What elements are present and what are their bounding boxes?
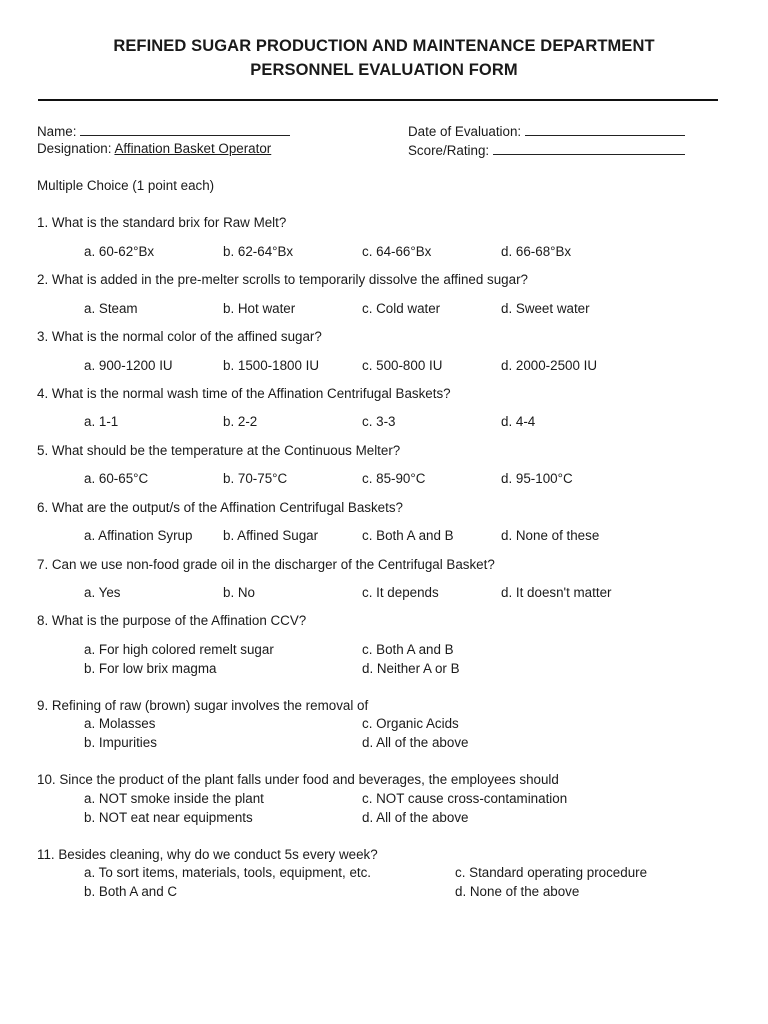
date-blank[interactable] [525, 122, 685, 136]
q10-option-b[interactable]: b. NOT eat near equipments [84, 810, 253, 825]
q1-option-c[interactable]: c. 64-66°Bx [362, 244, 432, 259]
q3-option-c[interactable]: c. 500-800 IU [362, 358, 443, 373]
q1-option-d[interactable]: d. 66-68°Bx [501, 244, 572, 259]
score-field [408, 141, 685, 158]
q10-option-a[interactable]: a. NOT smoke inside the plant [84, 791, 264, 806]
q3-option-d[interactable]: d. 2000-2500 IU [501, 358, 598, 373]
date-label: Date of Evaluation: [408, 124, 522, 139]
q9-option-b[interactable]: b. Impurities [84, 735, 157, 750]
q5-option-d[interactable]: d. 95-100°C [501, 471, 573, 486]
title-divider [38, 99, 718, 101]
score-label: Score/Rating: [408, 143, 490, 158]
q7-option-d[interactable]: d. It doesn't matter [501, 585, 612, 600]
question-6: 6. What are the output/s of the Affination Centrifugal Baskets? [37, 500, 403, 515]
q2-option-d[interactable]: d. Sweet water [501, 301, 590, 316]
q11-option-d[interactable]: d. None of the above [455, 884, 580, 899]
q3-option-b[interactable]: b. 1500-1800 IU [223, 358, 320, 373]
question-7: 7. Can we use non-food grade oil in the discharger of the Centrifugal Basket? [37, 557, 495, 572]
q6-option-b[interactable]: b. Affined Sugar [223, 528, 319, 543]
q2-option-c[interactable]: c. Cold water [362, 301, 441, 316]
q9-option-c[interactable]: c. Organic Acids [362, 716, 459, 731]
score-blank[interactable] [493, 141, 685, 155]
q11-option-c[interactable]: c. Standard operating procedure [455, 865, 648, 880]
question-4: 4. What is the normal wash time of the Affination Centrifugal Baskets? [37, 386, 451, 401]
name-label: Name: [37, 124, 77, 139]
q4-option-a[interactable]: a. 1-1 [84, 414, 119, 429]
question-5: 5. What should be the temperature at the Continuous Melter? [37, 443, 401, 458]
name-field [37, 122, 290, 139]
q8-option-c[interactable]: c. Both A and B [362, 642, 454, 657]
q8-option-d[interactable]: d. Neither A or B [362, 661, 460, 676]
designation-field [37, 141, 271, 156]
form-title-line-1: REFINED SUGAR PRODUCTION AND MAINTENANCE DEPARTMENT [113, 37, 655, 55]
q5-option-b[interactable]: b. 70-75°C [223, 471, 288, 486]
question-10: 10. Since the product of the plant falls under food and beverages, the employees should [37, 772, 559, 787]
question-2: 2. What is added in the pre-melter scrolls to temporarily dissolve the affined sugar? [37, 272, 528, 287]
q3-option-a[interactable]: a. 900-1200 IU [84, 358, 173, 373]
q10-option-d[interactable]: d. All of the above [362, 810, 469, 825]
q4-option-b[interactable]: b. 2-2 [223, 414, 258, 429]
name-blank[interactable] [80, 122, 290, 136]
q11-option-a[interactable]: a. To sort items, materials, tools, equipment, etc. [84, 865, 372, 880]
q10-option-c[interactable]: c. NOT cause cross-contamination [362, 791, 568, 806]
question-3: 3. What is the normal color of the affined sugar? [37, 329, 322, 344]
q8-option-b[interactable]: b. For low brix magma [84, 661, 217, 676]
q9-option-a[interactable]: a. Molasses [84, 716, 156, 731]
q1-option-a[interactable]: a. 60-62°Bx [84, 244, 155, 259]
q4-option-d[interactable]: d. 4-4 [501, 414, 536, 429]
date-field [408, 122, 685, 139]
q5-option-a[interactable]: a. 60-65°C [84, 471, 149, 486]
form-title-line-2: PERSONNEL EVALUATION FORM [250, 61, 518, 79]
q6-option-d[interactable]: d. None of these [501, 528, 600, 543]
q4-option-c[interactable]: c. 3-3 [362, 414, 396, 429]
q7-option-a[interactable]: a. Yes [84, 585, 121, 600]
question-9: 9. Refining of raw (brown) sugar involves the removal of [37, 698, 369, 713]
q5-option-c[interactable]: c. 85-90°C [362, 471, 426, 486]
q7-option-b[interactable]: b. No [223, 585, 256, 600]
section-label: Multiple Choice (1 point each) [37, 178, 215, 193]
q11-option-b[interactable]: b. Both A and C [84, 884, 178, 899]
designation-value: Affination Basket Operator [114, 141, 272, 156]
question-11: 11. Besides cleaning, why do we conduct 5s every week? [37, 847, 378, 862]
question-8: 8. What is the purpose of the Affination CCV? [37, 613, 307, 628]
q6-option-a[interactable]: a. Affination Syrup [84, 528, 193, 543]
q9-option-d[interactable]: d. All of the above [362, 735, 469, 750]
designation-label: Designation: [37, 141, 112, 156]
q2-option-a[interactable]: a. Steam [84, 301, 138, 316]
q1-option-b[interactable]: b. 62-64°Bx [223, 244, 294, 259]
q2-option-b[interactable]: b. Hot water [223, 301, 296, 316]
question-1: 1. What is the standard brix for Raw Melt? [37, 215, 287, 230]
q6-option-c[interactable]: c. Both A and B [362, 528, 454, 543]
q8-option-a[interactable]: a. For high colored remelt sugar [84, 642, 274, 657]
q7-option-c[interactable]: c. It depends [362, 585, 439, 600]
